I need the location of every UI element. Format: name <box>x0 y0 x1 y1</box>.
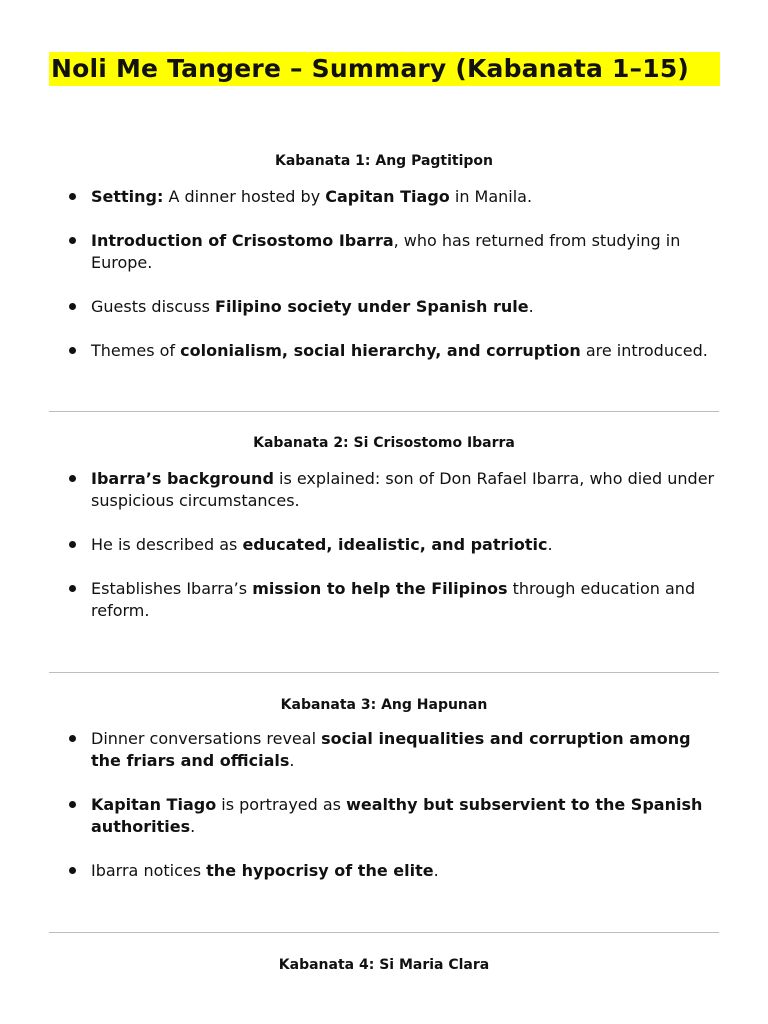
bullet-icon <box>69 541 76 548</box>
bullet-icon <box>69 303 76 310</box>
list-item-text <box>91 860 721 882</box>
text-run: . <box>528 297 534 316</box>
section-divider <box>49 932 719 933</box>
section-heading-kabanata-3: Kabanata 3: Ang Hapunan <box>280 697 488 713</box>
text-run: He is described as <box>91 535 243 554</box>
bullet-icon <box>69 735 76 742</box>
section-divider <box>49 672 719 673</box>
bold-run: the hypocrisy of the elite <box>206 861 434 880</box>
bold-run: mission to help the Filipinos <box>252 579 508 598</box>
bold-run: Kapitan Tiago <box>91 795 217 814</box>
section-heading-kabanata-2: Kabanata 2: Si Crisostomo Ibarra <box>253 435 515 451</box>
section-heading-kabanata-4: Kabanata 4: Si Maria Clara <box>278 957 490 973</box>
text-run: . <box>190 817 196 836</box>
list-item-text <box>91 794 721 838</box>
text-run: Establishes Ibarra’s <box>91 579 253 598</box>
list-item-text <box>91 534 721 556</box>
text-run: are introduced. <box>580 341 708 360</box>
bullet-icon <box>69 237 76 244</box>
text-run: , who has returned from studying in Europe. <box>91 231 681 272</box>
bold-run: Ibarra’s background <box>91 469 274 488</box>
text-run: in Manila. <box>449 187 533 206</box>
text-run: Guests discuss <box>91 297 216 316</box>
section-heading-kabanata-1: Kabanata 1: Ang Pagtitipon <box>274 153 494 169</box>
bold-run: Introduction of Crisostomo Ibarra <box>91 231 394 250</box>
page-title: Noli Me Tangere – Summary (Kabanata 1–15) <box>51 54 690 83</box>
list-item-text <box>91 578 721 622</box>
text-run: Themes of <box>91 341 181 360</box>
text-run: is portrayed as <box>216 795 347 814</box>
list-item-text <box>91 340 721 362</box>
text-run: Dinner conversations reveal <box>91 729 322 748</box>
bullet-icon <box>69 347 76 354</box>
bold-run: colonialism, social hierarchy, and corruption <box>180 341 581 360</box>
section-divider <box>49 411 719 412</box>
list-item-text <box>91 230 721 274</box>
bullet-icon <box>69 801 76 808</box>
text-run: . <box>433 861 439 880</box>
bold-run: social inequalities and corruption among the friars and officials <box>91 729 691 770</box>
text-run: A dinner hosted by <box>163 187 326 206</box>
bullet-icon <box>69 193 76 200</box>
bullet-icon <box>69 585 76 592</box>
bold-run: Capitan Tiago <box>325 187 450 206</box>
text-run: Ibarra notices <box>91 861 207 880</box>
bold-run: educated, idealistic, and patriotic <box>242 535 548 554</box>
bold-run: Filipino society under Spanish rule <box>215 297 529 316</box>
bullet-icon <box>69 867 76 874</box>
text-run: through education and reform. <box>91 579 696 620</box>
text-run: is explained: son of Don Rafael Ibarra, who died under suspicious circumstances. <box>91 469 715 510</box>
list-item-text <box>91 728 721 772</box>
list-item-text <box>91 186 721 208</box>
text-run: . <box>547 535 553 554</box>
bold-run: Setting: <box>91 187 164 206</box>
bullet-icon <box>69 475 76 482</box>
bold-run: wealthy but subservient to the Spanish authorities <box>91 795 703 836</box>
list-item-text <box>91 468 721 512</box>
list-item-text <box>91 296 721 318</box>
text-run: . <box>289 751 295 770</box>
